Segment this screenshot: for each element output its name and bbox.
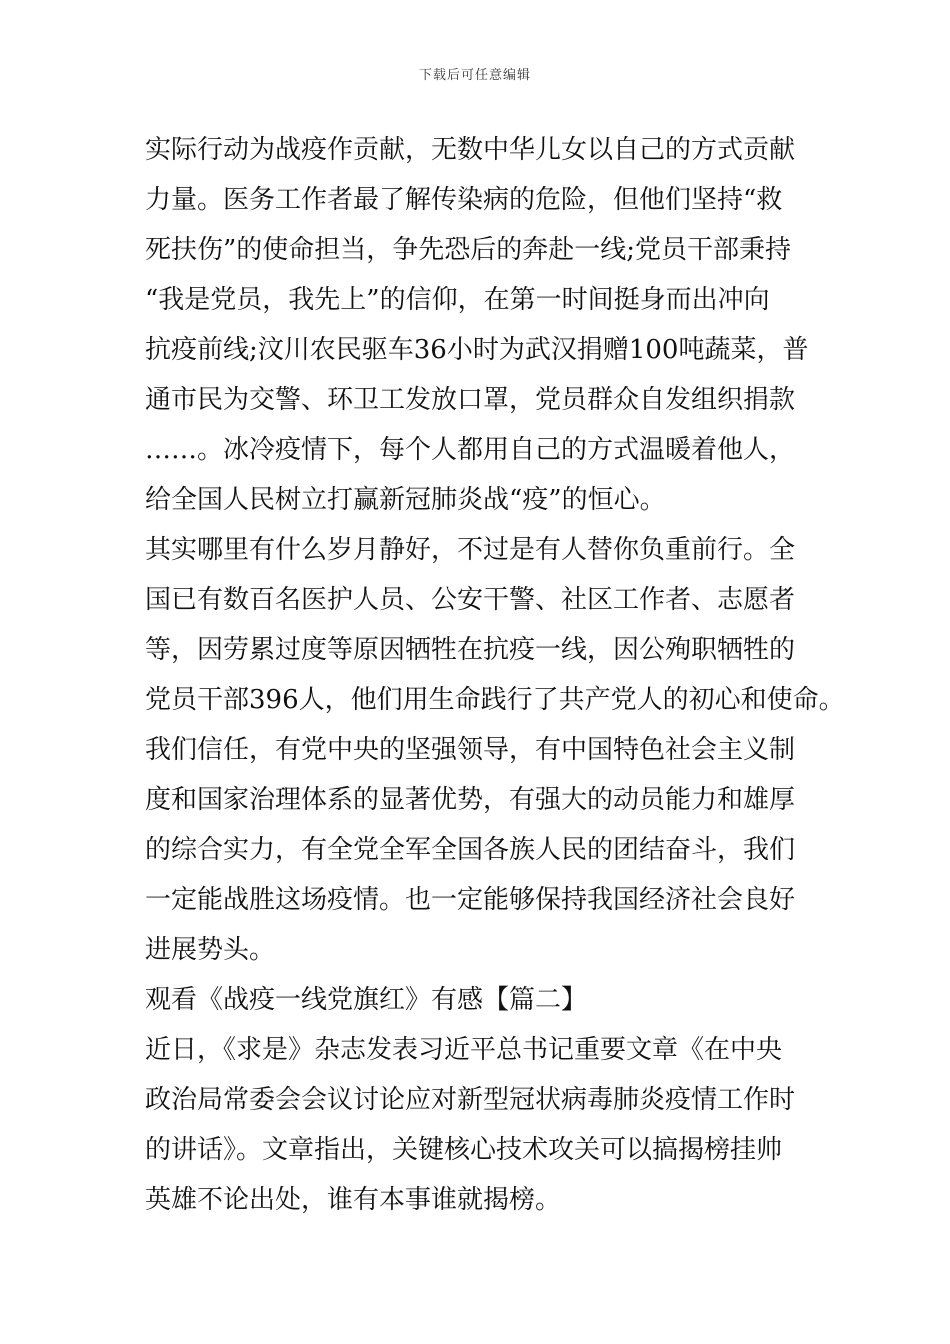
text-line: 给全国人民树立打赢新冠肺炎战“疫”的恒心。: [145, 485, 666, 515]
text-line: 实际行动为战疫作贡献，无数中华儿女以自己的方式贡献: [145, 135, 796, 165]
text-line: 力量。医务工作者最了解传染病的危险，但他们坚持“救: [145, 185, 783, 215]
text-line: 英雄不论出处，谁有本事谁就揭榜。: [145, 1185, 562, 1215]
text-line: 抗疫前线;汶川农民驱车36小时为武汉捐赠100吨蔬菜，普: [145, 335, 809, 365]
text-line: 国已有数百名医护人员、公安干警、社区工作者、志愿者: [145, 585, 796, 615]
text-line: 一定能战胜这场疫情。也一定能够保持我国经济社会良好: [145, 885, 796, 915]
text-line: 其实哪里有什么岁月静好，不过是有人替你负重前行。全: [145, 535, 796, 565]
text-line: “我是党员，我先上”的信仰，在第一时间挺身而出冲向: [145, 285, 770, 315]
text-line: 等，因劳累过度等原因牺牲在抗疫一线，因公殉职牺牲的: [145, 635, 796, 665]
text-line: 我们信任，有党中央的坚强领导，有中国特色社会主义制: [145, 735, 796, 765]
document-body: [145, 125, 845, 1225]
text-line: ……。冰冷疫情下，每个人都用自己的方式温暖着他人，: [145, 435, 796, 465]
text-line: 的讲话》。文章指出，关键核心技术攻关可以搞揭榜挂帅: [145, 1135, 783, 1165]
text-line: 死扶伤”的使命担当，争先恐后的奔赴一线;党员干部秉持: [145, 235, 792, 265]
text-line: 进展势头。: [145, 935, 276, 965]
text-line: 度和国家治理体系的显著优势，有强大的动员能力和雄厚: [145, 785, 796, 815]
page-header: 下载后可任意编辑: [418, 68, 531, 83]
text-line: 通市民为交警、环卫工发放口罩，党员群众自发组织捐款: [145, 385, 796, 415]
text-line: 党员干部396人，他们用生命践行了共产党人的初心和使命。: [145, 685, 845, 715]
text-line: 政治局常委会会议讨论应对新型冠状病毒肺炎疫情工作时: [145, 1085, 796, 1115]
text-line: 的综合实力，有全党全军全国各族人民的团结奋斗，我们: [145, 835, 796, 865]
text-line: 近日，《求是》杂志发表习近平总书记重要文章《在中央: [145, 1035, 783, 1065]
section-heading: 观看《战疫一线党旗红》有感【篇二】: [145, 985, 588, 1015]
